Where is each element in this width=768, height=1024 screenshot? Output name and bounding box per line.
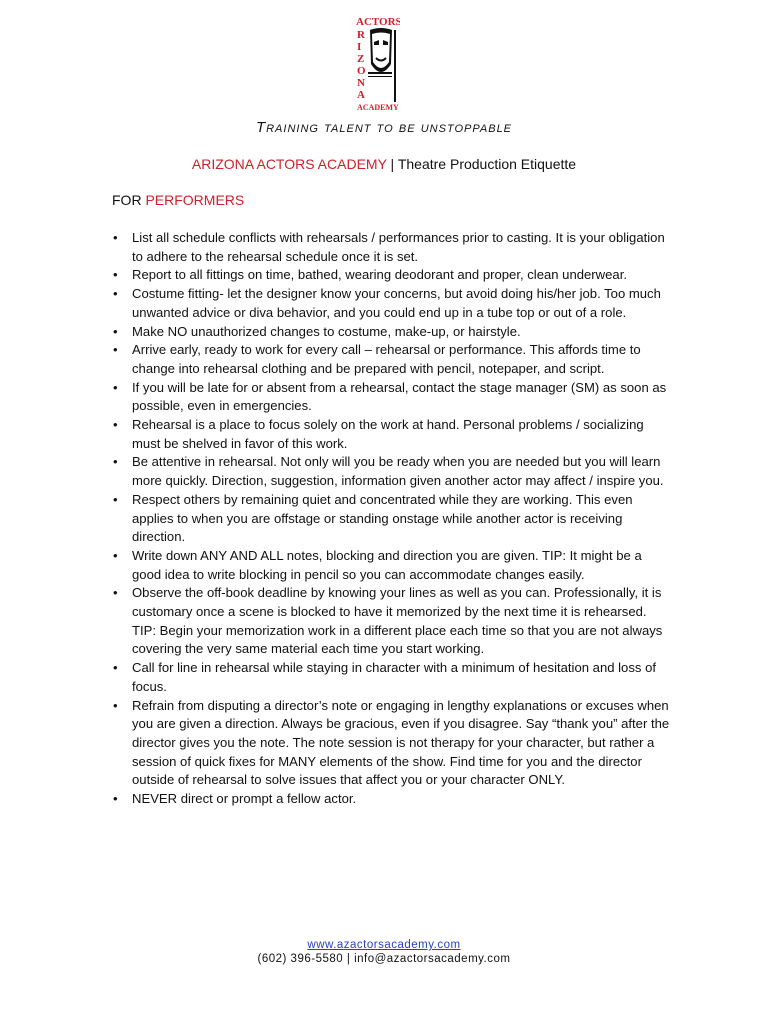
contact-footer <box>0 938 768 966</box>
bullet-icon: • <box>113 286 118 302</box>
academy-logo <box>354 14 400 112</box>
title-separator: | <box>386 156 398 172</box>
bullet-icon: • <box>113 379 118 395</box>
list-item-text: Refrain from disputing a director’s note or engaging in lengthy explanations or excuses when you are given a direction. Always be gracious, even if you disagree. Say “thank you” after the director gives you the note. The note session is not therapy for your character, but rather a session of quick fixes for MANY elements of the show. Find time for you and the director outside of rehearsal to solve issues that affect you or your character ONLY. <box>132 697 670 788</box>
bullet-icon: • <box>113 660 118 676</box>
svg-text:O: O <box>357 65 366 77</box>
bullet-icon: • <box>113 323 118 339</box>
list-item <box>113 453 673 490</box>
list-item-text: Make NO unauthorized changes to costume, make-up, or hairstyle. <box>132 323 521 339</box>
list-item <box>113 285 673 322</box>
svg-text:Z: Z <box>357 53 365 65</box>
list-item <box>113 584 673 659</box>
list-item-text: Call for line in rehearsal while staying in character with a minimum of hesitation and loss of focus. <box>132 660 656 694</box>
svg-text:ACADEMY: ACADEMY <box>357 103 399 112</box>
bullet-icon: • <box>113 454 118 470</box>
list-item <box>113 790 673 809</box>
bullet-icon: • <box>113 417 118 433</box>
svg-text:R: R <box>357 29 365 41</box>
list-item <box>113 697 673 791</box>
website-link[interactable]: www.azactorsacademy.com <box>307 939 461 951</box>
svg-text:N: N <box>357 77 365 89</box>
phone-number: (602) 396-5580 <box>257 953 344 965</box>
bullet-icon: • <box>113 791 118 807</box>
list-item-text: Write down ANY AND ALL notes, blocking and direction you are given. TIP: It might be a good idea to write blocking in pencil so you can accommodate changes easily. <box>132 547 642 582</box>
document-subtitle: Theatre Production Etiquette <box>397 156 577 172</box>
list-item <box>113 323 673 342</box>
document-title <box>0 156 768 172</box>
tagline: Training talent to be unstoppable <box>255 119 513 136</box>
list-item <box>113 229 673 266</box>
svg-text:I: I <box>357 41 362 53</box>
list-item-text: Report to all fittings on time, bathed, wearing deodorant and proper, clean underwear. <box>132 267 627 283</box>
bullet-icon: • <box>113 342 118 358</box>
footer-separator: | <box>343 953 355 965</box>
list-item-text: If you will be late for or absent from a rehearsal, contact the stage manager (SM) as soon as possible, even in emergencies. <box>132 379 667 414</box>
list-item <box>113 379 673 416</box>
bullet-icon: • <box>113 267 118 283</box>
list-item-text: Respect others by remaining quiet and concentrated while they are working. This even applies to when you are offstage or standing onstage while another actor is receiving direction. <box>132 491 633 545</box>
list-item <box>113 341 673 378</box>
list-item-text: Be attentive in rehearsal. Not only will you be ready when you are needed but you will learn more quickly. Direction, suggestion, information given another actor may affect / inspire you. <box>132 454 664 489</box>
svg-text:A: A <box>357 89 365 101</box>
section-prefix: FOR <box>112 192 146 208</box>
etiquette-list <box>113 229 673 809</box>
list-item <box>113 416 673 453</box>
bullet-icon: • <box>113 230 118 245</box>
list-item <box>113 491 673 547</box>
list-item-text: Costume fitting- let the designer know your concerns, but avoid doing his/her job. Too much unwanted advice or diva behavior, and you could end up in a tube top or out of a role. <box>132 286 661 320</box>
list-item-text: Rehearsal is a place to focus solely on the work at hand. Personal problems / socializing must be shelved in favor of this work. <box>132 417 644 451</box>
bullet-icon: • <box>113 547 118 563</box>
bullet-icon: • <box>113 491 118 507</box>
bullet-icon: • <box>113 585 118 601</box>
list-item <box>113 266 673 285</box>
bullet-icon: • <box>113 697 118 713</box>
section-highlight: PERFORMERS <box>145 192 245 208</box>
list-item <box>113 659 673 696</box>
list-item-text: List all schedule conflicts with rehearsals / performances prior to casting. It is your obligation to adhere to the rehearsal schedule once it is set. <box>132 230 665 264</box>
section-heading <box>112 192 244 208</box>
brand-name: ARIZONA ACTORS ACADEMY <box>191 156 387 172</box>
list-item-text: NEVER direct or prompt a fellow actor. <box>132 791 357 807</box>
list-item <box>113 547 673 584</box>
email-address[interactable]: info@azactorsacademy.com <box>354 953 511 965</box>
list-item-text: Observe the off-book deadline by knowing your lines as well as you can. Professionally, it is customary once a scene is blocked to have it memorized by the next time it is rehearsed. TIP: Begin your memorization work in a different place each time so that you are not always covering the very same material each time you start working. <box>132 585 663 657</box>
list-item-text: Arrive early, ready to work for every call – rehearsal or performance. This affords time to change into rehearsal clothing and be prepared with pencil, notepaper, and script. <box>132 342 641 376</box>
svg-text:ACTORS: ACTORS <box>356 16 400 28</box>
